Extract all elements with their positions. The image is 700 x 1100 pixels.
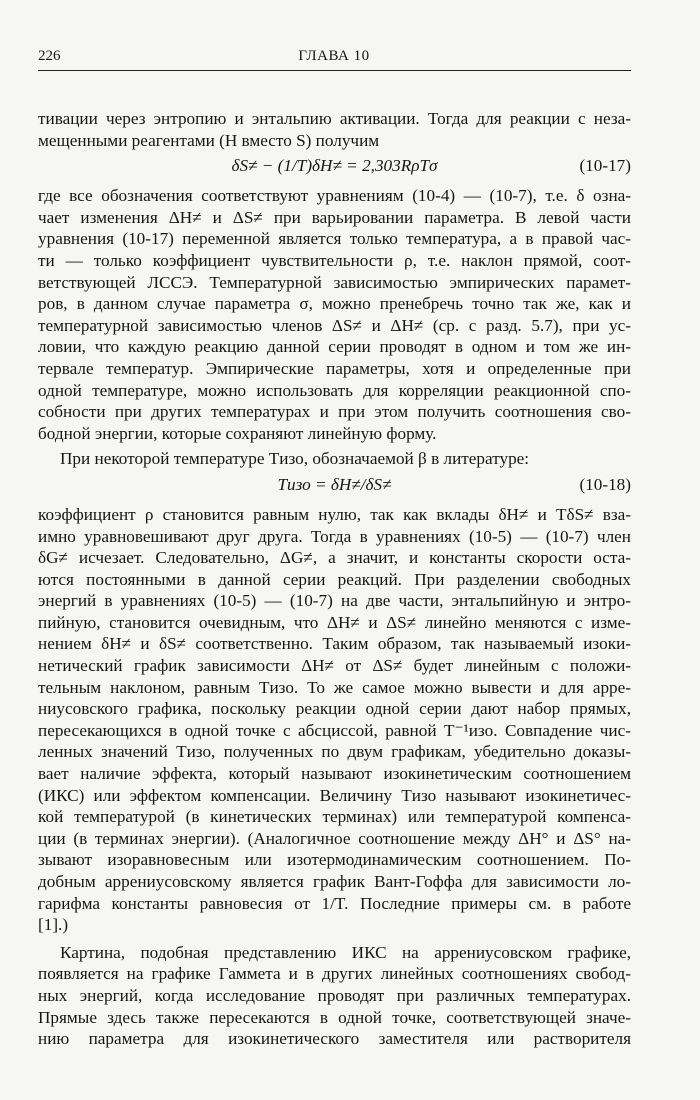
- text-line: где все обозначения соответствуют уравнениям (10-4) — (10-7), т.е. δ озна-: [38, 186, 631, 206]
- text-line: кой температурой (в кинетических терминах) или температурой компенса-: [38, 807, 631, 827]
- header-rule: [38, 70, 631, 71]
- text-line: пересекающихся в одной точке с абсциссой, равной T⁻¹изо. Совпадение чис-: [38, 720, 631, 740]
- text-line: тельным наклоном, равным Tизо. То же самое можно вывести и для арре-: [38, 677, 631, 697]
- text-line: ленных значений Tизо, полученных по двум графикам, убедительно доказы-: [38, 742, 631, 762]
- text-line: добным аррениусовскому является график Вант-Гоффа для зависимости ло-: [38, 872, 631, 891]
- paragraph-5: [38, 942, 631, 1050]
- text-line: собности при других температурах и при этом получить соотношения сво-: [38, 402, 631, 422]
- text-line: Прямые здесь также пересекаются в одной точке, соответствующей значе-: [38, 1007, 631, 1027]
- text-line: ловии, что каждую реакцию данной серии проводят в одном и том же ин-: [38, 337, 631, 357]
- text-line: ных энергий, когда исследование проводят при различных температурах.: [38, 985, 631, 1005]
- equation-10-18: [38, 470, 631, 504]
- paragraph-4: [38, 504, 631, 936]
- text-line: гарифма константы равновесия от 1/T. Последние примеры см. в работе: [38, 893, 631, 913]
- text-line: энергий в уравнениях (10-5) — (10-7) на две части, энтальпийную и энтро-: [38, 591, 631, 611]
- text-line: нением δH≠ и δS≠ соответственно. Таким образом, так называемый изоки-: [38, 634, 631, 654]
- equation-formula: Tизо = δH≠/δS≠: [277, 474, 392, 494]
- text-line: уравнения (10-17) переменной является только температура, а в правой час-: [38, 229, 631, 249]
- text-line: пийную, становится очевидным, что ΔH≠ и ΔS≠ линейно меняются с изме-: [38, 612, 631, 632]
- text-line: ти — только коэффициент чувствительности ρ, т.е. наклон прямой, соот-: [38, 250, 631, 270]
- text-line: нетический график зависимости ΔH≠ от ΔS≠ будет линейным с положи-: [38, 656, 631, 676]
- text-line: ров, в данном случае параметра σ, можно пренебречь точно так же, как и: [38, 294, 631, 314]
- text-line: вает наличие эффекта, который называют изокинетическим соотношением: [38, 764, 631, 784]
- text-line: ниусовского графика, поскольку реакции одной серии дают набор прямых,: [38, 699, 631, 719]
- text-line: температурной зависимостью членов ΔS≠ и ΔH≠ (ср. с разд. 5.7), при ус-: [38, 315, 631, 335]
- text-line: δG≠ исчезает. Следовательно, ΔG≠, а значит, и константы скорости оста-: [38, 548, 631, 568]
- text-line: тервале температур. Эмпирические параметры, хотя и определенные при: [38, 358, 631, 378]
- text-line: [1].): [38, 915, 69, 935]
- text-line: ветствующей ЛССЭ. Температурной зависимостью эмпирических парамет-: [38, 272, 631, 292]
- text-line: При некоторой температуре Tизо, обозначаемой β в литературе:: [60, 449, 530, 469]
- equation-number: (10-17): [579, 156, 631, 176]
- paragraph-1: [38, 108, 631, 151]
- text-line: коэффициент ρ становится равным нулю, так как вклады δH≠ и TδS≠ вза-: [38, 504, 631, 524]
- text-line: бодной энергии, которые сохраняют линейную форму.: [38, 423, 437, 443]
- text-line: тивации через энтропию и энтальпию активации. Тогда для реакции с неза-: [38, 109, 631, 128]
- page-header: [38, 48, 630, 70]
- text-line: нию параметра для изокинетического заместителя или растворителя: [38, 1029, 631, 1049]
- text-line: (ИКС) или эффектом компенсации. Величину Tизо называют изокинетичес-: [38, 785, 631, 805]
- equation-formula: δS≠ − (1/T)δH≠ = 2,303RρTσ: [231, 156, 438, 176]
- text-line: появляется на графике Гаммета и в других линейных соотношениях свобод-: [38, 964, 631, 984]
- text-line: Картина, подобная представлению ИКС на аррениусовском графике,: [60, 942, 631, 962]
- text-line: чает изменения ΔH≠ и ΔS≠ при варьировании параметра. В левой части: [38, 207, 631, 227]
- text-line: мещенными реагентами (H вместо S) получим: [38, 130, 380, 150]
- chapter-title: ГЛАВА 10: [298, 48, 370, 64]
- text-line: имно уравновешивают друг друга. Тогда в уравнениях (10-5) — (10-7) член: [38, 526, 631, 546]
- paragraph-2: [38, 185, 631, 444]
- page-number: 226: [38, 48, 61, 64]
- equation-10-17: [38, 151, 631, 185]
- text-line: зывают изоравновесным или изотермодинамическим соотношением. По-: [38, 850, 631, 870]
- equation-number: (10-18): [579, 474, 631, 494]
- page-body: [38, 108, 631, 1050]
- text-line: одной температуре, можно использовать для корреляции реакционной спо-: [38, 380, 631, 400]
- paragraph-3: [38, 448, 631, 470]
- text-line: ции (в терминах энергии). (Аналогичное соотношение между ΔH° и ΔS° на-: [38, 828, 631, 848]
- text-line: ются постоянными в данной серии реакций. При разделении свободных: [38, 569, 631, 589]
